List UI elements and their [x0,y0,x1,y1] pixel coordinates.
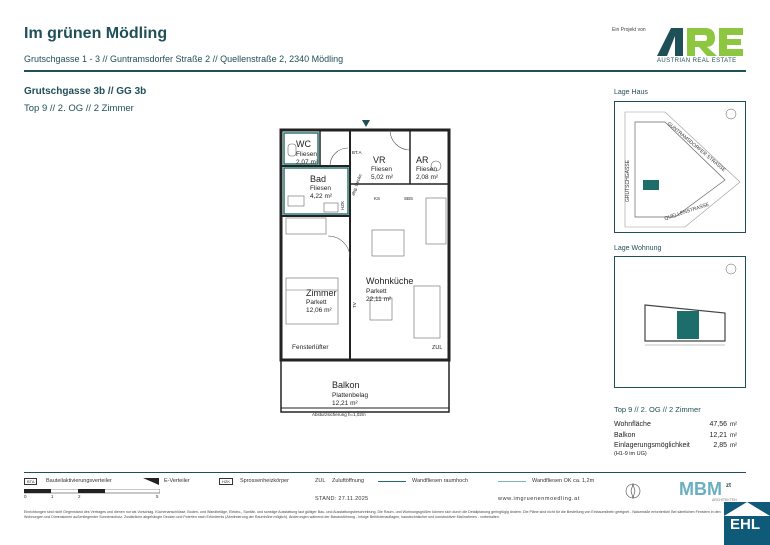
room-vr-area: 5,02 m² [371,174,394,181]
street-grutschgasse: GRUTSCHGASSE [625,160,631,202]
page-title: Im grünen Mödling [24,25,168,42]
scale-0: 0 [24,494,27,499]
room-vr-material: Fliesen [371,166,392,173]
project-by-label: Ein Projekt von [612,27,646,33]
street-guntramsdorfer: GUNTRAMSDORFER STRASSE [665,120,727,174]
storage-note: (H1-9 im UG) [614,451,647,457]
e-verteiler-icon [143,478,159,485]
scale-1: 1 [51,494,54,499]
legend-hzk-icon: HZK [219,478,233,485]
street-quellenstrasse: QUELLENSTRASSE [663,201,711,222]
scale-bar [24,489,160,494]
legend-tile-full-label: Wandfliesen raumhoch [412,478,469,484]
legend-zul-label: Zuluftöffnung [332,478,365,484]
room-bad-area: 4,22 m² [310,193,333,200]
house-location-map [614,101,746,233]
summary-row-value: 47,56 [709,421,727,428]
mbm-logo-suffix: zt [726,483,731,489]
railing-label: Absturzsicherung h=1,02m [312,412,366,417]
summary-row-label: Wohnfläche [614,421,651,428]
website-link[interactable]: www.imgruenenmoedling.at [498,496,580,502]
ks-label: KS [374,196,381,201]
room-zimmer-name: Zimmer [306,288,337,298]
room-ar-area: 2,08 m² [416,174,439,181]
sub-ceiling-label: abg. Decke [350,173,363,197]
room-wc-area: 2,07 m² [296,159,319,166]
mbm-logo: MBM [679,479,722,499]
room-balkon-area: 12,21 m² [332,400,358,407]
fensterluefter-label: Fensterlüfter [292,344,329,351]
room-wohnkueche-name: Wohnküche [366,276,414,286]
legend-bta-icon: BTA [24,478,37,485]
floor-plan [270,118,460,423]
summary-row-unit: m² [730,432,737,439]
summary-row [614,431,744,442]
scale-5: 5 [156,494,159,499]
room-vr-name: VR [373,155,386,165]
unit-title: Grutschgasse 3b // GG 3b [24,86,147,97]
room-bad-name: Bad [310,174,327,184]
address-subtitle: Grutschgasse 1 - 3 // Guntramsdorfer Straße 2 // Quellenstraße 2, 2340 Mödling [24,54,344,64]
are-logo [655,24,747,58]
room-ar-name: AR [416,155,429,165]
summary-row-unit: m² [730,422,737,428]
legend-hzk-label: Sprossenheizkörper [240,478,289,484]
room-wc-name: WC [296,139,311,149]
header-divider [24,70,746,72]
hzk-label: HZK [340,201,345,210]
legend-tile-half-label: Wandfliesen OK ca. 1,2m [532,478,595,484]
summary-row-label: Balkon [614,431,636,439]
lage-haus-label: Lage Haus [614,89,648,96]
unit-subtitle: Top 9 // 2. OG // 2 Zimmer [24,103,134,114]
room-zimmer-area: 12,06 m² [306,307,332,314]
room-ar-material: Fliesen [416,166,437,173]
room-wc-material: Fliesen [296,151,317,158]
summary-row-value: 2,85 [713,442,727,449]
legend-bta-label: Bauteilaktivierungsverteiler [46,478,112,484]
compass-icon [624,482,642,500]
are-company-name: AUSTRIAN REAL ESTATE [657,58,737,64]
room-balkon-material: Plattenbelag [332,392,369,399]
zul-label: ZUL [432,345,443,351]
ehl-logo-text: EHL [730,516,760,533]
legend-tile-full-line [378,481,406,482]
mbm-logo-subtitle: ARCHITEKTEN [712,498,737,502]
legend-zul-icon: ZUL [315,478,326,484]
room-zimmer-material: Parkett [306,299,327,306]
summary-row-unit: m² [730,443,737,449]
summary-row-label: Einlagerungsmöglichkeit [614,442,690,449]
room-balkon-name: Balkon [332,380,360,390]
area-summary-table [614,420,744,452]
summary-row [614,420,744,431]
room-wohnkueche-material: Parkett [366,288,387,295]
room-wohnkueche-area: 22,11 m² [366,296,392,303]
legal-disclaimer: Einrichtungen sind nicht Gegenstand des Vertrages und dienen nur als Vorschlag. Küchenanschlüsse, Boden- und Wandbeläge, Elektro-, Sanitär- und sonstige Ausstattung laut gültiger Bau- und Ausstattungsbeschreibung. Die Raum- und Wohnungsgrößen können sich durch die Detailplanung geringfügig ändern. Die Pläne sind nicht für die Bestellung von Einbaumöbeln geeignet - Naturmaße erforderlich! Bei sämtlichen Fenstern in den Wohnungen und Dimensionen außenliegender Sonnenschutz. Zusätzliche abgehängte Decken und Poterien nach Erfordernis (Abminderung der Raumhöhe möglich). Änderungen während der Bauausführung - infolge Behördenauflagen, haustechnischer und konstruktiver Maßnahmen - vorbehalten. [24,510,721,519]
plan-date: STAND: 27.11.2025 [315,496,369,502]
room-bad-material: Fliesen [310,185,331,192]
lage-wohnung-label: Lage Wohnung [614,245,662,252]
summary-title: Top 9 // 2. OG // 2 Zimmer [614,405,701,414]
legend-tile-half-line [498,481,526,482]
summary-row-value: 12,21 [709,431,727,439]
tv-label: TV [352,302,357,308]
summary-row [614,441,744,452]
sbs-label: SBS [404,196,414,201]
bta-label: BT.A [352,150,362,155]
scale-2: 2 [78,494,81,499]
apartment-location-map [614,256,746,388]
legend-e-verteiler-label: E-Verteiler [164,478,190,484]
footer-divider [24,472,746,473]
